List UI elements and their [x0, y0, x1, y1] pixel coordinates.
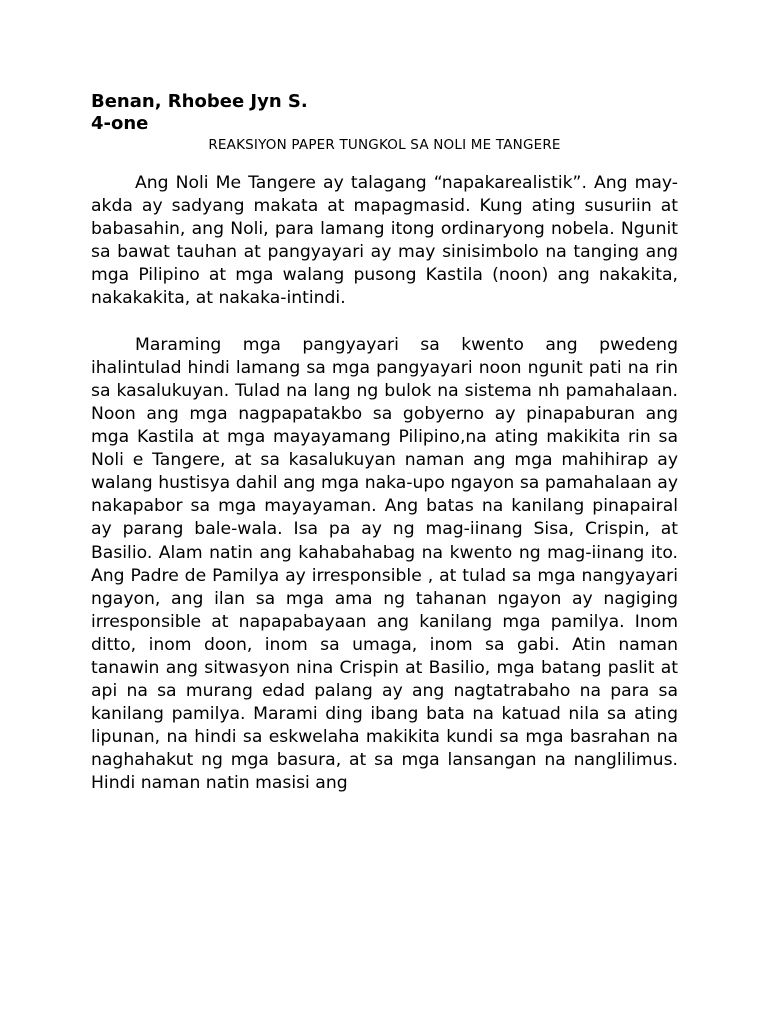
paragraph-2: Maraming mga pangyayari sa kwento ang pwedeng ihalintulad hindi lamang sa mga pangyayari noon ngunit pati na rin sa kasalukuyan. Tulad na lang ng bulok na sistema nh pamahalaan. Noon ang mga nagpapatakbo sa gobyerno ay pinapaburan ang mga Kastila at mga mayayamang Pilipino,na ating makikita rin sa Noli e Tangere, at sa kasalukuyan naman ang mga mahihirap ay walang hustisya dahil ang mga naka-upo ngayon sa pamahalaan ay nakapabor sa mga mayayaman. Ang batas na kanilang pinapairal ay parang bale-wala. Isa pa ay ng mag-iinang Sisa, Crispin, at Basilio. Alam natin ang kahabahabag na kwento ng mag-iinang ito. Ang Padre de Pamilya ay irresponsible , at tulad sa mga nangyayari ngayon, ang ilan sa mga ama ng tahanan ngayon ay nagiging irresponsible at napapabayaan ang kanilang mga pamilya. Inom ditto, inom doon, inom sa umaga, inom sa gabi. Atin naman tanawin ang sitwasyon nina Crispin at Basilio, mga batang paslit at api na sa murang edad palang ay ang nagtatrabaho na para sa kanilang pamilya. Marami ding ibang bata na katuad nila sa ating lipunan, na hindi sa eskwelaha makikita kundi sa mga basrahan na naghahakut ng mga basura, at sa mga lansangan na nanglilimus. Hindi naman natin masisi ang [91, 334, 678, 794]
author-name: Benan, Rhobee Jyn S. [91, 91, 308, 112]
paragraph-1: Ang Noli Me Tangere ay talagang “napakarealistik”. Ang may-akda ay sadyang makata at mapagmasid. Kung ating susuriin at babasahin, ang Noli, para lamang itong ordinaryong nobela. Ngunit sa bawat tauhan at pangyayari ay may sinisimbolo na tanging ang mga Pilipino at mga walang pusong Kastila (noon) ang nakakita, nakakakita, at nakaka-intindi. [91, 173, 678, 309]
paper-title: REAKSIYON PAPER TUNGKOL SA NOLI ME TANGERE [208, 137, 561, 153]
document-body [91, 172, 678, 796]
section-name: 4-one [91, 113, 149, 134]
